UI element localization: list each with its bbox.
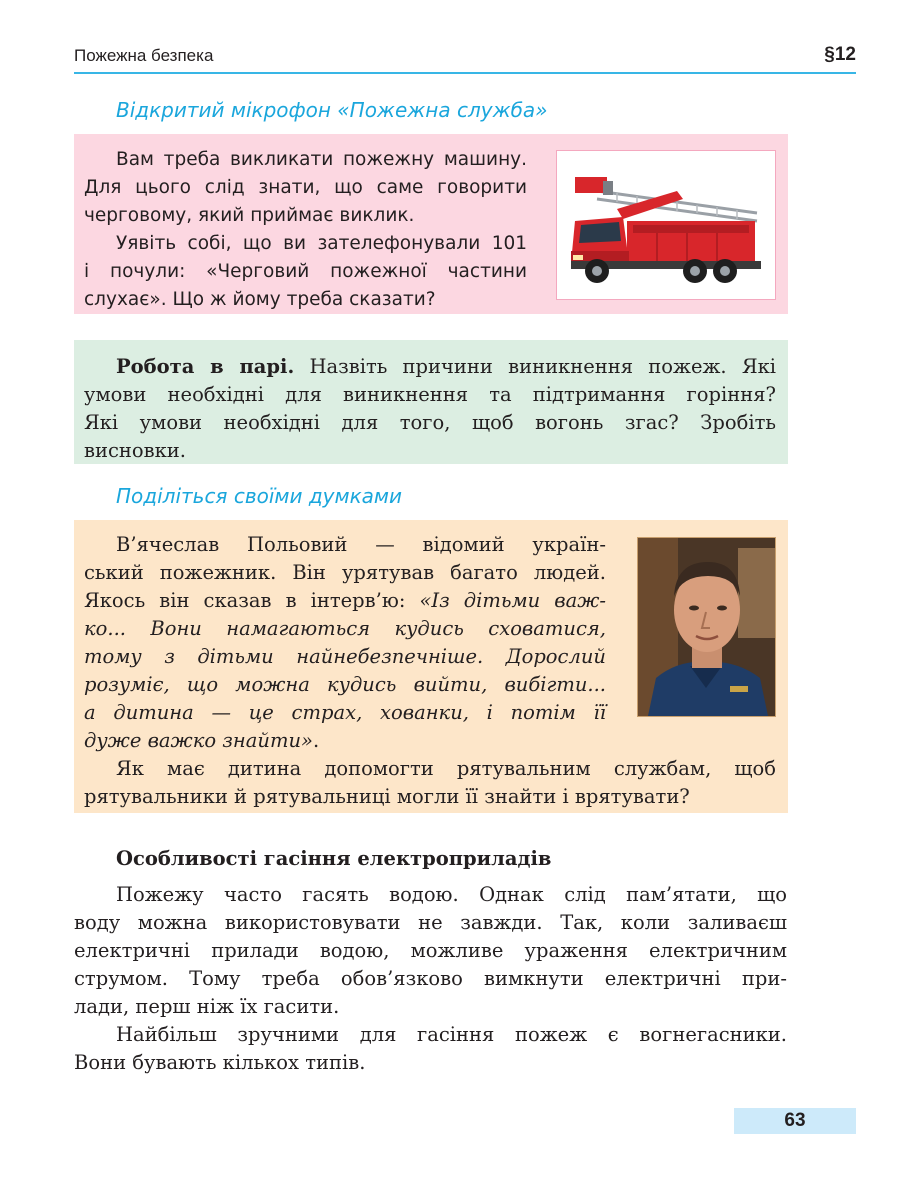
microphone-heading: Відкритий мікрофон «Пожежна служба»: [116, 98, 548, 122]
quote-end: дуже важко знайти»: [84, 729, 313, 752]
microphone-line-6: слухає». Що ж йому треба сказати?: [84, 289, 436, 310]
pair-work-line-3: Які умови необхідні для того, щоб вогонь згас? Зробіть: [84, 411, 776, 434]
microphone-line-3: черговому, який приймає виклик.: [84, 205, 415, 226]
electrical-line-3: електричні прилади водою, можливе ураження електричним: [74, 939, 787, 962]
section-name: Пожежна безпека: [74, 46, 214, 65]
share-line-10: рятувальники й рятувальниці могли її знайти і врятувати?: [84, 785, 690, 808]
microphone-line-2: Для цього слід знати, що саме говорити: [84, 177, 527, 198]
fire-truck-icon: [557, 151, 775, 299]
fire-truck-photo: [556, 150, 776, 300]
share-line-7: а дитина — це страх, хованки, і потім її: [84, 701, 606, 724]
firefighter-portrait-icon: [638, 538, 775, 716]
pair-work-label: Робота в парі.: [116, 355, 295, 378]
share-line-3-start: Якось він сказав в інтерв’ю:: [84, 589, 420, 612]
pair-work-line-2: умови необхідні для виникнення та підтримання горіння?: [84, 383, 776, 406]
pair-work-line-4: висновки.: [84, 439, 186, 462]
page-number: 63: [734, 1108, 856, 1134]
electrical-line-2: воду можна використовувати не завжди. Так, коли заливаєш: [74, 911, 787, 934]
pair-work-text-1: Назвіть причини виникнення пожеж. Які: [294, 355, 776, 378]
microphone-line-5: і почули: «Черговий пожежної частини: [84, 261, 527, 282]
electrical-line-4: струмом. Тому треба обов’язково вимкнути електричні при-: [74, 967, 787, 990]
pair-work-line-1: [116, 353, 776, 381]
share-line-3: [84, 587, 606, 615]
share-line-5: тому з дітьми найнебезпечніше. Дорослий: [84, 645, 606, 668]
electrical-line-6: Найбільш зручними для гасіння пожеж є вогнегасники.: [116, 1023, 787, 1046]
electrical-line-5: лади, перш ніж їх гасити.: [74, 995, 340, 1018]
share-line-4: ко... Вони намагаються кудись сховатися,: [84, 617, 606, 640]
electrical-line-7: Вони бувають кількох типів.: [74, 1051, 366, 1074]
microphone-line-1: Вам треба викликати пожежну машину.: [116, 149, 527, 170]
share-line-8: дуже важко знайти».: [84, 729, 320, 752]
share-thoughts-heading: Поділіться своїми думками: [116, 484, 403, 508]
running-header: [74, 44, 856, 74]
section-number: §12: [824, 44, 856, 65]
electrical-line-1: Пожежу часто гасять водою. Однак слід пам’ятати, що: [116, 883, 787, 906]
microphone-line-4: Уявіть собі, що ви зателефонували 101: [116, 233, 527, 254]
share-line-6: розуміє, що можна кудись вийти, вибігти...: [84, 673, 606, 696]
quote-start: «Із дітьми важ-: [419, 589, 607, 612]
share-line-9: Як має дитина допомогти рятувальним службам, щоб: [116, 757, 776, 780]
share-line-1: В’ячеслав Польовий — відомий україн-: [116, 533, 606, 556]
share-line-2: ський пожежник. Він урятував багато людей.: [84, 561, 606, 584]
firefighter-photo: [637, 537, 776, 717]
electrical-heading: Особливості гасіння електроприладів: [116, 847, 552, 870]
